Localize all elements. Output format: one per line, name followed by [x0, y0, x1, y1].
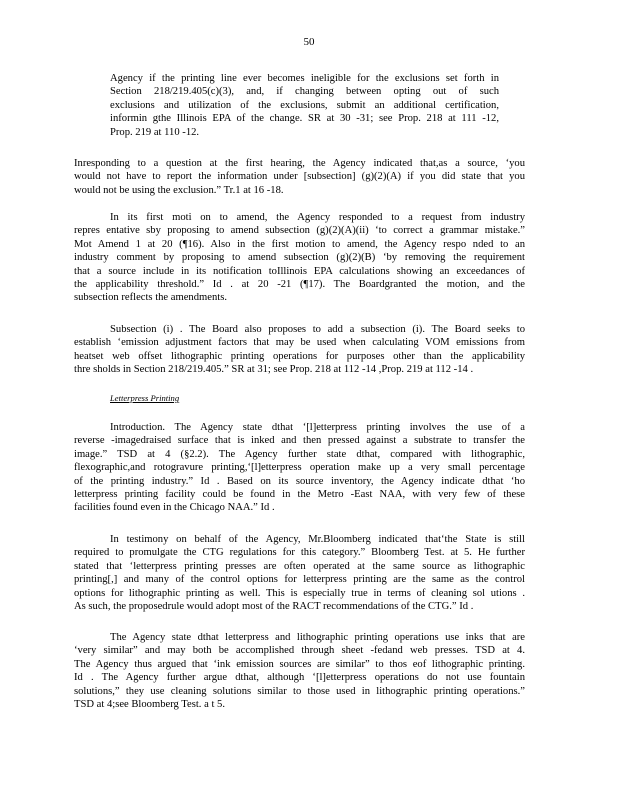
paragraph-letterpress-introduction [74, 421, 525, 515]
text-line: would not have to report the information under [subsection] (g)(2)(A) if you did state that you [74, 171, 525, 183]
text-line: options for lithographic printing as well. This is especially true in terms of cleaning sol utions . [74, 587, 525, 599]
text-line: reverse -imagedraised surface that is inked and then pressed against a substrate to transfer the [74, 435, 525, 447]
text-line: repres entative sby proposing to amend subsection (g)(2)(A)(ii) ‘to correct a grammar mistake.” [74, 225, 525, 237]
text-line: of the printing industry.” Id . Based on its source inventory, the Agency indicate dthat ‘ho [74, 475, 525, 487]
block-quote-exclusion-certification [110, 72, 499, 139]
text-line: Introduction. The Agency state dthat ‘[l]etterpress printing involves the use of a [110, 422, 525, 433]
text-line: facilities found even in the Chicago NAA.” Id . [74, 502, 275, 514]
text-line: Mot Amend 1 at 20 (¶16). Also in the first motion to amend, the Agency respo nded to an [74, 238, 525, 250]
text-line: printing[,] and many of the control options for letterpress printing are the same as the control [74, 574, 525, 586]
text-line: letterpress printing facility could be found in the Metro -East NAA, with very few of these [74, 489, 525, 501]
text-line: subsection reflects the amendments. [74, 292, 227, 304]
paragraph-ink-similarity [74, 631, 525, 711]
text-line: the applicability threshold.” Id . at 20 -21 (¶17). The Boardgranted the motion, and the [74, 279, 525, 291]
paragraph-bloomberg-testimony [74, 533, 525, 613]
text-line: The Agency thus argued that ‘ink emission sources are similar” to thos eof lithographic printing. [74, 658, 525, 670]
text-line: solutions,” they use cleaning solutions similar to those used in lithographic printing operations.” [74, 685, 525, 697]
text-line: Section 218/219.405(c)(3), and, if changing between opting out of such [110, 86, 499, 98]
paragraph-subsection-i [74, 323, 525, 377]
text-line: In its first moti on to amend, the Agency responded to a request from industry [110, 212, 525, 223]
text-line: that a source include in its notification toIllinois EPA calculations showing an exceedances of [74, 265, 525, 277]
text-line: ‘very similar” and may both be accomplished through sheet -fedand web presses. TSD at 4. [74, 645, 525, 657]
text-line: As such, the proposedrule would adopt most of the RACT recommendations of the CTG.” Id . [74, 601, 474, 613]
text-line: TSD at 4;see Bloomberg Test. a t 5. [74, 699, 225, 711]
text-line: informin gthe Illinois EPA of the change. SR at 30 -31; see Prop. 218 at 111 -12, [110, 113, 499, 125]
text-line: Id . The Agency further argue dthat, although ‘[l]etterpress operations do not use fountain [74, 672, 525, 684]
text-line: Inresponding to a question at the first hearing, the Agency indicated that,as a source, ‘you [74, 158, 525, 169]
text-line: required to promulgate the CTG regulations for this category.” Bloomberg Test. at 5. He further [74, 547, 525, 559]
text-line: heatset web offset lithographic printing operations for purposes other than the applicability [74, 350, 525, 362]
paragraph-first-motion-to-amend [74, 211, 525, 305]
text-line: In testimony on behalf of the Agency, Mr.Bloomberg indicated that‘the State is still [110, 534, 525, 545]
text-line: Subsection (i) . The Board also proposes to add a subsection (i). The Board seeks to [110, 324, 525, 335]
text-line: would not be using the exclusion.” Tr.1 at 16 -18. [74, 184, 284, 196]
text-line: thre sholds in Section 218/219.405.” SR at 31; see Prop. 218 at 112 -14 ,Prop. 219 at 112 -14 . [74, 364, 474, 376]
paragraph-hearing-response [74, 157, 525, 197]
text-line: The Agency state dthat letterpress and lithographic printing operations use inks that are [110, 632, 525, 643]
text-line: Prop. 219 at 110 -12. [110, 126, 200, 138]
text-line: industry comment by proposing to amend subsection (g)(2)(B) ‘by removing the requirement [74, 252, 525, 264]
text-line: exclusions and utilization of the exclusions, submit an additional certification, [110, 99, 499, 111]
text-line: stated that ‘letterpress printing presses are often operated at the same source as lithographic [74, 560, 525, 572]
section-heading-letterpress-printing: Letterpress Printing [110, 393, 180, 403]
text-line: Agency if the printing line ever becomes ineligible for the exclusions set forth in [110, 73, 499, 84]
text-line: image.” TSD at 4 (§2.2). The Agency further state dthat, compared with lithographic, [74, 448, 525, 460]
text-line: flexographic,and rotogravure printing,‘[l]etterpress operation make up a very small percentage [74, 462, 525, 474]
page-number: 50 [303, 36, 315, 48]
text-line: establish ‘emission adjustment factors that may be used when calculating VOM emissions from [74, 337, 525, 349]
